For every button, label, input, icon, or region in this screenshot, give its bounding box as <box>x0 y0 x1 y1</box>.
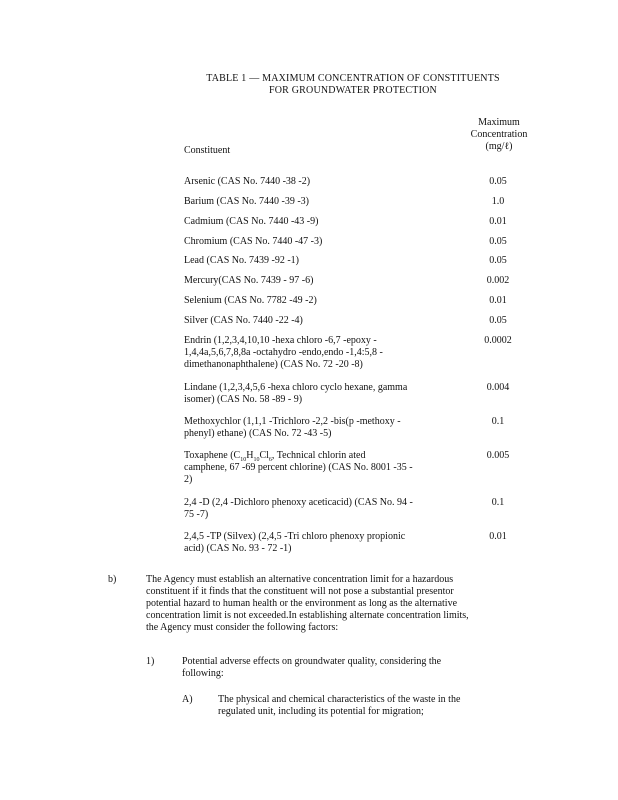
constituent-name: Chromium (CAS No. 7440 -47 -3) <box>184 236 323 247</box>
paragraph-a-line: The physical and chemical characteristics of the waste in the <box>218 694 461 705</box>
constituent-name-line-1: Endrin (1,2,3,4,10,10 -hexa chloro -6,7 -epoxy - <box>184 335 377 346</box>
paragraph-a <box>218 694 518 718</box>
table-row-lindane <box>184 382 454 406</box>
constituent-name: Lead (CAS No. 7439 -92 -1) <box>184 255 299 266</box>
table-row-barium <box>184 196 454 208</box>
max-header-line-3: (mg/ℓ) <box>485 141 513 152</box>
constituent-name-line-1: 2,4 -D (2,4 -Dichloro phenoxy aceticacid) (CAS No. 94 - <box>184 497 413 508</box>
paragraph-1 <box>182 656 502 680</box>
concentration-value: 0.05 <box>489 176 507 187</box>
paragraph-1-line: following: <box>182 668 224 679</box>
concentration-value: 0.1 <box>491 497 505 508</box>
concentration-value: 0.1 <box>491 416 505 427</box>
table-row-245tp <box>184 531 454 555</box>
table-row-24d <box>184 497 454 521</box>
constituent-name-line-1: 2,4,5 -TP (Silvex) (2,4,5 -Tri chloro phenoxy propionic <box>184 531 406 542</box>
paragraph-a-label: A) <box>182 694 193 705</box>
table-row-methoxychlor <box>184 416 454 440</box>
toxaphene-part-d: , Technical chlorin ated <box>271 450 366 461</box>
constituent-name-line-3: dimethanonaphthalene) (CAS No. 72 -20 -8) <box>184 359 363 370</box>
concentration-value: 1.0 <box>491 196 505 207</box>
paragraph-b-label: b) <box>108 574 117 585</box>
table-row-chromium <box>184 236 454 248</box>
table-row-lead <box>184 255 454 267</box>
paragraph-a-line: regulated unit, including its potential for migration; <box>218 706 424 717</box>
constituent-name-line-1 <box>184 450 454 462</box>
paragraph-1-line: Potential adverse effects on groundwater quality, considering the <box>182 656 442 667</box>
constituent-name-line-1: Lindane (1,2,3,4,5,6 -hexa chloro cyclo hexane, gamma <box>184 382 408 393</box>
table-row-arsenic <box>184 176 454 188</box>
concentration-value: 0.0002 <box>484 335 512 346</box>
table-row-selenium <box>184 295 454 307</box>
concentration-value: 0.005 <box>486 450 510 461</box>
paragraph-b-line: The Agency must establish an alternative concentration limit for a hazardous <box>146 574 454 585</box>
constituent-name-line-2: camphene, 67 -69 percent chlorine) (CAS No. 8001 -35 - <box>184 462 413 473</box>
max-header-line-2: Concentration <box>470 129 528 140</box>
table-title-line-2: FOR GROUNDWATER PROTECTION <box>269 85 437 96</box>
concentration-value: 0.01 <box>489 216 507 227</box>
max-header-line-1: Maximum <box>478 117 520 128</box>
concentration-value: 0.05 <box>489 255 507 266</box>
constituent-header: Constituent <box>184 145 231 156</box>
paragraph-b <box>146 574 534 634</box>
constituent-name-line-2: 1,4,4a,5,6,7,8,8a -octahydro -endo,endo -1,4:5,8 - <box>184 347 383 358</box>
subscript-6: 6 <box>268 457 272 463</box>
table-row-silver <box>184 315 454 327</box>
toxaphene-part-a: Toxaphene (C <box>184 450 241 461</box>
table-row-toxaphene <box>184 450 454 486</box>
constituent-name-line-3: 2) <box>184 474 193 485</box>
constituent-name: Barium (CAS No. 7440 -39 -3) <box>184 196 309 207</box>
toxaphene-part-b: H <box>246 450 254 461</box>
table-row-cadmium <box>184 216 454 228</box>
concentration-value: 0.05 <box>489 236 507 247</box>
paragraph-b-line: the Agency must consider the following factors: <box>146 622 339 633</box>
toxaphene-part-c: Cl <box>259 450 269 461</box>
table-title <box>188 73 518 97</box>
constituent-name: Silver (CAS No. 7440 -22 -4) <box>184 315 303 326</box>
paragraph-b-line: concentration limit is not exceeded.In establishing alternate concentration limits, <box>146 610 469 621</box>
subscript-10: 10 <box>240 457 247 463</box>
table-row-mercury <box>184 275 454 287</box>
concentration-value: 0.01 <box>489 295 507 306</box>
constituent-name-line-2: 75 -7) <box>184 509 209 520</box>
concentration-value: 0.05 <box>489 315 507 326</box>
constituent-name-line-2: acid) (CAS No. 93 - 72 -1) <box>184 543 292 554</box>
table-row-endrin <box>184 335 454 371</box>
constituent-name-line-2: isomer) (CAS No. 58 -89 - 9) <box>184 394 303 405</box>
concentration-value: 0.002 <box>486 275 510 286</box>
constituent-name-line-1: Methoxychlor (1,1,1 -Trichloro -2,2 -bis(p -methoxy - <box>184 416 401 427</box>
constituent-name: Arsenic (CAS No. 7440 -38 -2) <box>184 176 311 187</box>
constituent-name: Selenium (CAS No. 7782 -49 -2) <box>184 295 317 306</box>
paragraph-b-line: potential hazard to human health or the environment as long as the alternative <box>146 598 458 609</box>
concentration-value: 0.01 <box>489 531 507 542</box>
max-concentration-header <box>460 117 538 153</box>
concentration-value: 0.004 <box>486 382 510 393</box>
paragraph-b-line: constituent if it finds that the constituent will not pose a substantial presentor <box>146 586 454 597</box>
constituent-name: Cadmium (CAS No. 7440 -43 -9) <box>184 216 319 227</box>
constituent-name-line-2: phenyl) ethane) (CAS No. 72 -43 -5) <box>184 428 332 439</box>
paragraph-1-label: 1) <box>146 656 155 667</box>
table-title-line-1: TABLE 1 — MAXIMUM CONCENTRATION OF CONSTITUENTS <box>206 73 500 84</box>
constituent-name: Mercury(CAS No. 7439 - 97 -6) <box>184 275 314 286</box>
subscript-10: 10 <box>253 457 260 463</box>
